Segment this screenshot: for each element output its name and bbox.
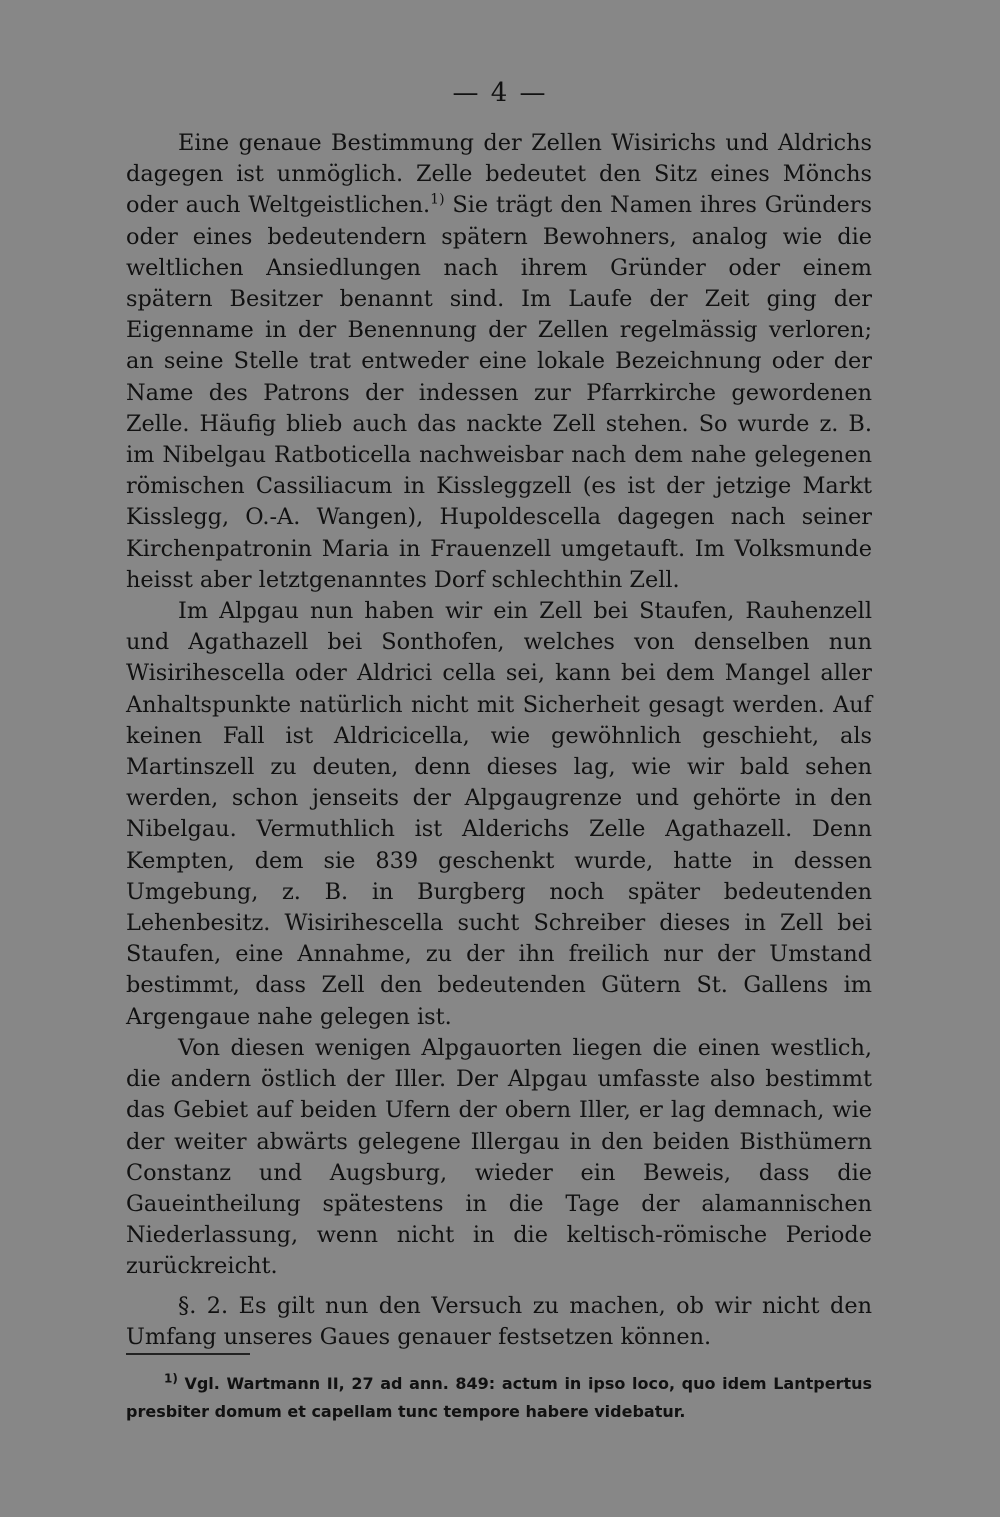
paragraph-3: Von diesen wenigen Alpgauorten liegen die einen westlich, die andern östlich der Iller. Der Alpgau umfasste also bestimmt das Gebiet auf beiden Ufern der obern Iller, er lag demnach, wie der weiter abwärts gelegene Illergau in den beiden Bisthümern Constanz und Augsburg, wieder ein Beweis, dass die Gaueintheilung spätestens in die Tage der alamannischen Niederlassung, wenn nicht in die keltisch-römische Periode zurückreicht. [126,1034,872,1280]
paragraph-1-text-start: Eine genaue Bestimmung der Zellen Wisirichs und Aldrichs dagegen ist unmöglich. Zelle bedeutet den Sitz eines Mönchs oder auch Weltgeistlichen. [126,130,872,219]
page-number: — 4 — [452,78,548,108]
paragraph-2: Im Alpgau nun haben wir ein Zell bei Staufen, Rauhenzell und Agathazell bei Sonthofen, welches von denselben nun Wisirihescella oder Aldrici cella sei, kann bei dem Mangel aller Anhaltspunkte natürlich nicht mit Sicherheit gesagt werden. Auf keinen Fall ist Aldricicella, wie gewöhnlich geschieht, als Martinszell zu deuten, denn dieses lag, wie wir bald sehen werden, schon jenseits der Alpgaugrenze und gehörte in den Nibelgau. Vermuthlich ist Alderichs Zelle Agathazell. Denn Kempten, dem sie 839 geschenkt wurde, hatte in dessen Umgebung, z. B. in Burgberg noch später bedeutenden Lehenbesitz. Wisirihescella sucht Schreiber dieses in Zell bei Staufen, eine Annahme, zu der ihn freilich nur der Umstand bestimmt, dass Zell den bedeutenden Gütern St. Gallens im Argengaue nahe gelegen ist. [126,598,872,1030]
paragraph-1 [126,128,872,596]
footnote-text: Vgl. Wartmann II, 27 ad ann. 849: actum in ipso loco, quo idem Lantpertus presbiter domum et capellam tunc tempore habere videbatur. [126,1374,872,1421]
footnote [126,1370,872,1426]
footnote-divider [126,1353,250,1355]
footnote-reference: 1) [430,191,445,208]
paragraph-1-text-end: Sie trägt den Namen ihres Gründers oder eines bedeutendern spätern Bewohners, analog wie die weltlichen Ansiedlungen nach ihrem Gründer oder einem spätern Besitzer benannt sind. Im Laufe der Zeit ging der Eigenname in der Benennung der Zellen regelmässig verloren; an seine Stelle trat entweder eine lokale Bezeichnung oder der Name des Patrons der indessen zur Pfarrkirche gewordenen Zelle. Häufig blieb auch das nackte Zell stehen. So wurde z. B. im Nibelgau Ratboticella nachweisbar nach dem nahe gelegenen römischen Cassiliacum in Kissleggzell (es ist der jetzige Markt Kisslegg, O.-A. Wangen), Hupoldescella dagegen nach seiner Kirchenpatronin Maria in Frauenzell umgetauft. Im Volksmunde heisst aber letztgenanntes Dorf schlechthin Zell. [126,192,872,593]
section-2-paragraph: §. 2. Es gilt nun den Versuch zu machen, ob wir nicht den Umfang unseres Gaues genauer festsetzen können. [126,1292,872,1350]
body-text [126,128,872,1353]
footnote-mark: 1) [164,1371,178,1386]
